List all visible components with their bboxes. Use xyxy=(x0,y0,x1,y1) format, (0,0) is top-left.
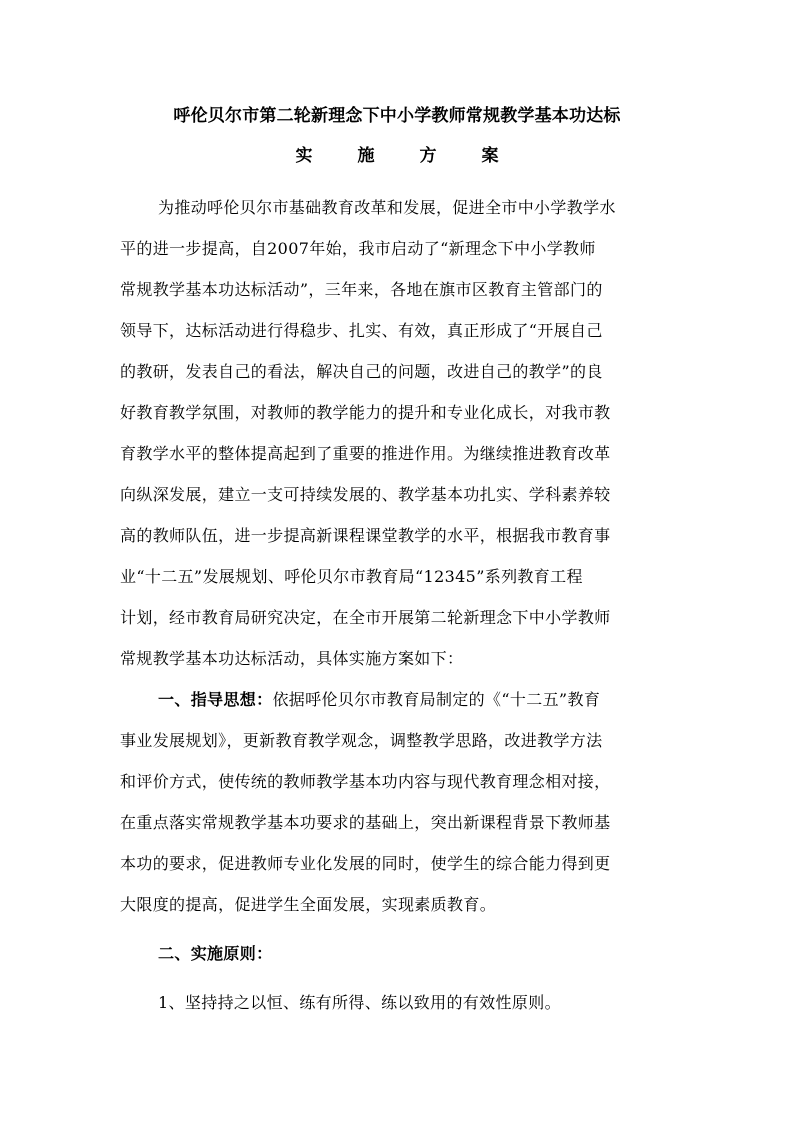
intro-paragraph xyxy=(120,187,675,679)
subtitle-char: 实 xyxy=(295,146,313,166)
paragraph-line: 领导下，达标活动进行得稳步、扎实、有效，真正形成了“开展自己 xyxy=(120,321,603,340)
paragraph-line: 的教研，发表自己的看法，解决自己的问题，改进自己的教学”的良 xyxy=(120,362,603,381)
paragraph-line: 事业发展规划》，更新教育教学观念，调整教学思路，改进教学方法 xyxy=(120,731,603,750)
section-spacer xyxy=(120,925,675,933)
paragraph-line: 育教学水平的整体提高起到了重要的推进作用。为继续推进教育改革 xyxy=(120,444,611,463)
document-subtitle xyxy=(0,146,794,166)
section-heading: 二、实施原则： xyxy=(158,944,273,963)
paragraph-line: 和评价方式，使传统的教师教学基本功内容与现代教育理念相对接， xyxy=(120,772,611,791)
paragraph-line: 平的进一步提高，自2007年始，我市启动了“新理念下中小学教师 xyxy=(120,239,596,258)
document-body xyxy=(120,187,675,1023)
paragraph-line: 好教育教学氛围，对教师的教学能力的提升和专业化成长，对我市教 xyxy=(120,403,611,422)
paragraph-line: 为推动呼伦贝尔市基础教育改革和发展，促进全市中小学教学水 xyxy=(158,198,616,217)
section-implementation-principles xyxy=(120,933,675,1023)
section-guiding-ideology xyxy=(120,679,675,925)
paragraph-line: 本功的要求，促进教师专业化发展的同时，使学生的综合能力得到更 xyxy=(120,854,611,873)
paragraph-line: 大限度的提高，促进学生全面发展，实现素质教育。 xyxy=(120,895,497,914)
section-line-rest: 依据呼伦贝尔市教育局制定的《“十二五”教育 xyxy=(272,690,601,709)
section-spacer xyxy=(120,974,675,982)
paragraph-line: 在重点落实常规教学基本功要求的基础上，突出新课程背景下教师基 xyxy=(120,813,611,832)
subtitle-char: 方 xyxy=(419,146,437,166)
document-title: 呼伦贝尔市第二轮新理念下中小学教师常规教学基本功达标 xyxy=(173,106,621,126)
section-heading: 一、指导思想： xyxy=(158,690,273,709)
paragraph-line: 常规教学基本功达标活动”，三年来，各地在旗市区教育主管部门的 xyxy=(120,280,603,299)
subtitle-char: 案 xyxy=(481,146,499,166)
paragraph-line: 向纵深发展，建立一支可持续发展的、教学基本功扎实、学科素养较 xyxy=(120,485,611,504)
list-item: 1、坚持持之以恒、练有所得、练以致用的有效性原则。 xyxy=(158,993,561,1012)
section-first-line xyxy=(120,679,675,720)
paragraph-line: 业“十二五”发展规划、呼伦贝尔市教育局“12345”系列教育工程 xyxy=(120,567,583,586)
paragraph-line: 常规教学基本功达标活动，具体实施方案如下： xyxy=(120,649,464,668)
paragraph-line: 高的教师队伍，进一步提高新课程课堂教学的水平，根据我市教育事 xyxy=(120,526,611,545)
paragraph-line: 计划，经市教育局研究决定，在全市开展第二轮新理念下中小学教师 xyxy=(120,608,611,627)
subtitle-char: 施 xyxy=(357,146,375,166)
